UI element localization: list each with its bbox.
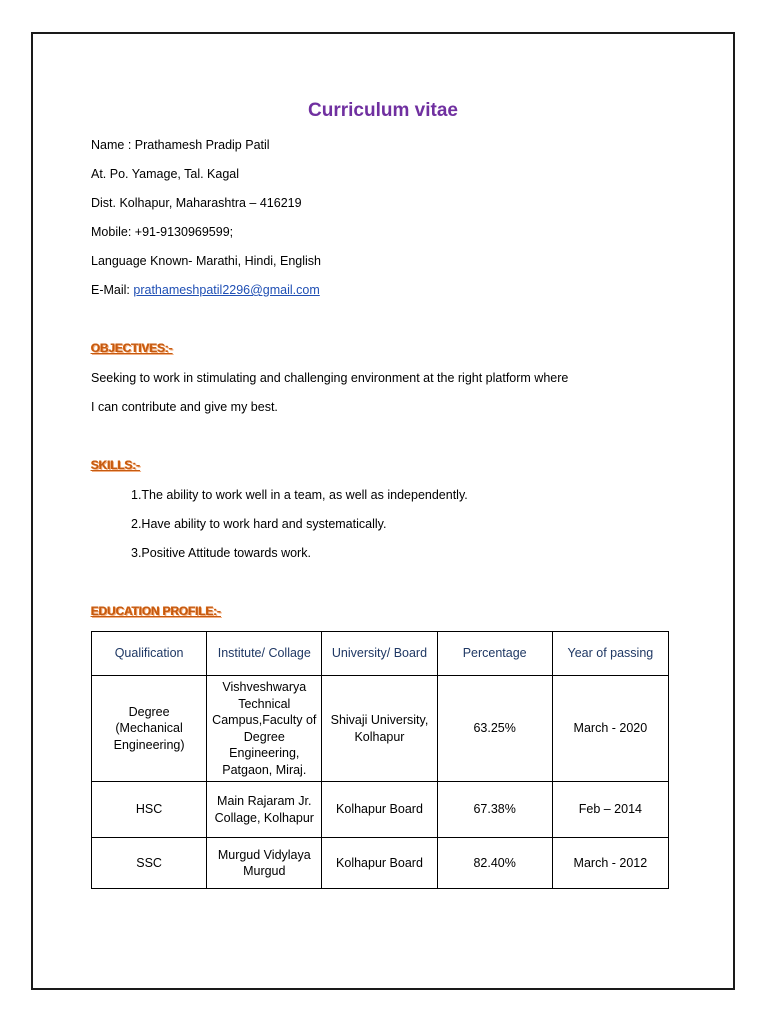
table-row [92,676,669,782]
column-header-university: University/ Board [322,632,437,676]
cell-year: March - 2012 [552,838,668,889]
personal-address-line2: Dist. Kolhapur, Maharashtra – 416219 [91,196,302,210]
cell-percentage: 63.25% [437,676,552,782]
objectives-line1: Seeking to work in stimulating and challenging environment at the right platform where [91,371,569,385]
education-table [91,631,669,889]
column-header-year: Year of passing [552,632,668,676]
cell-qualification: HSC [92,782,207,838]
cell-institute: Vishveshwarya Technical Campus,Faculty of Degree Engineering, Patgaon, Miraj. [207,676,322,782]
table-header-row [92,632,669,676]
email-label: E-Mail: [91,283,134,297]
column-header-percentage: Percentage [437,632,552,676]
personal-address-line1: At. Po. Yamage, Tal. Kagal [91,167,240,181]
table-row [92,838,669,889]
skills-heading: SKILLS:- [91,458,141,472]
cell-year: March - 2020 [552,676,668,782]
cell-university: Kolhapur Board [322,782,437,838]
column-header-qualification: Qualification [92,632,207,676]
email-link[interactable]: prathameshpatil2296@gmail.com [133,283,320,297]
cv-page [31,32,735,990]
cell-university: Kolhapur Board [322,838,437,889]
personal-mobile: Mobile: +91-9130969599; [91,225,234,239]
table-row [92,782,669,838]
skill-item-1: 1.The ability to work well in a team, as well as independently. [131,488,468,502]
cell-year: Feb – 2014 [552,782,668,838]
skill-item-2: 2.Have ability to work hard and systematically. [131,517,387,531]
cell-qualification: Degree (Mechanical Engineering) [92,676,207,782]
cell-institute: Murgud Vidylaya Murgud [207,838,322,889]
personal-languages: Language Known- Marathi, Hindi, English [91,254,321,268]
skill-item-3: 3.Positive Attitude towards work. [131,546,311,560]
personal-email-row [91,282,320,298]
cell-qualification: SSC [92,838,207,889]
column-header-institute: Institute/ Collage [207,632,322,676]
cell-university: Shivaji University, Kolhapur [322,676,437,782]
personal-name: Name : Prathamesh Pradip Patil [91,138,270,152]
education-heading: EDUCATION PROFILE:- [91,604,221,618]
cell-institute: Main Rajaram Jr. Collage, Kolhapur [207,782,322,838]
objectives-heading: OBJECTIVES:- [91,341,173,355]
document-title: Curriculum vitae [308,100,458,121]
cell-percentage: 82.40% [437,838,552,889]
objectives-line2: I can contribute and give my best. [91,400,278,414]
cell-percentage: 67.38% [437,782,552,838]
